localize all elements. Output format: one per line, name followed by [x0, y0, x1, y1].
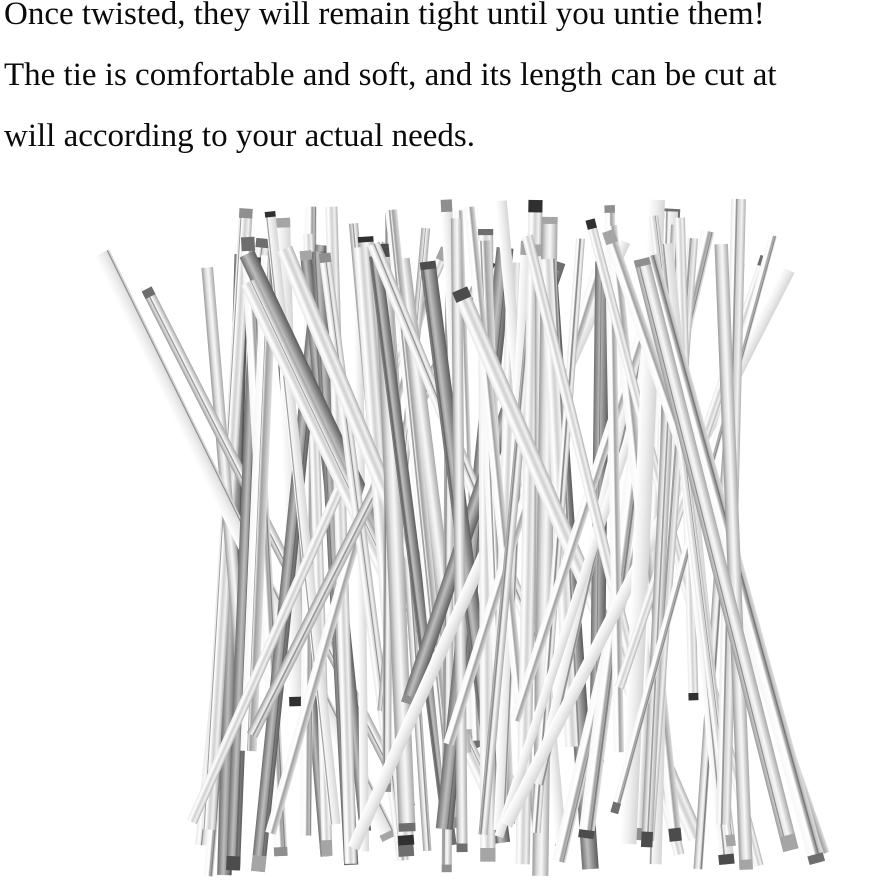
caption-line-1: Once twisted, they will remain tight until you untie them!	[4, 0, 765, 32]
product-description-text	[0, 0, 891, 167]
caption-line-3: will according to your actual needs.	[4, 118, 476, 154]
caption-line-2: The tie is comfortable and soft, and its length can be cut at	[4, 57, 777, 93]
